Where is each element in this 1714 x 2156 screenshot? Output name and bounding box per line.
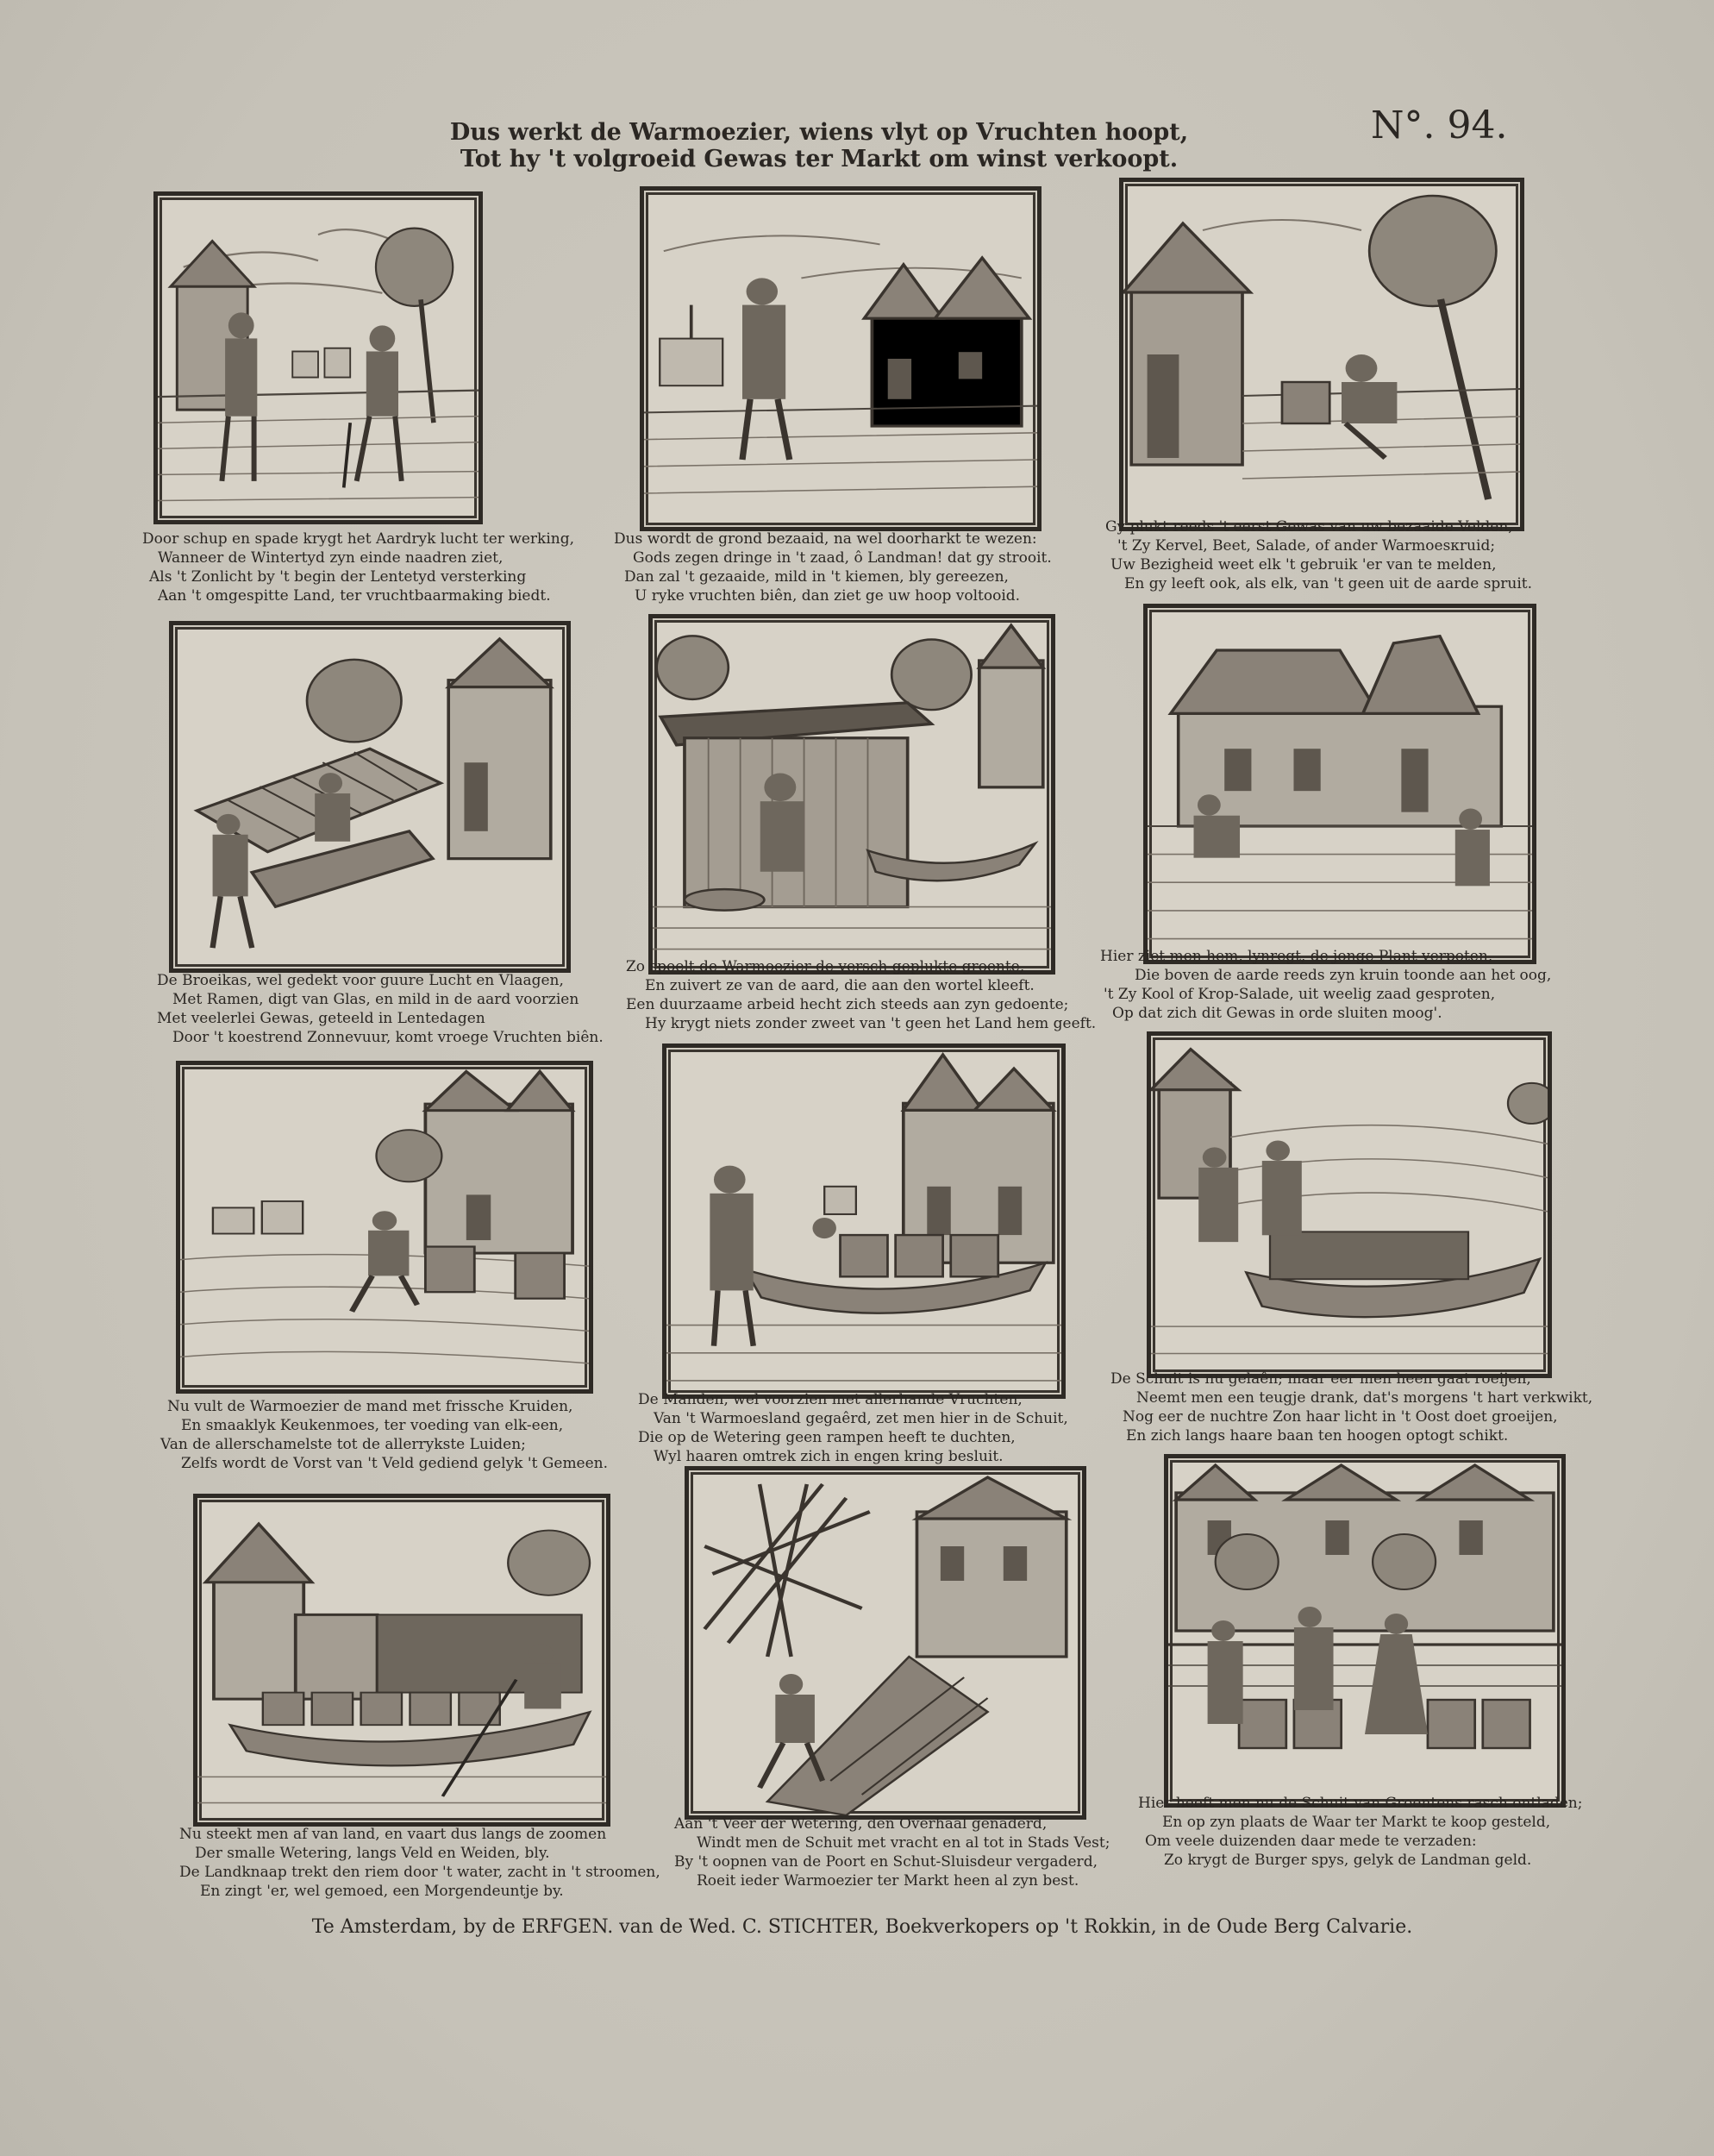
title-line-1: Dus werkt de Warmoezier, wiens vlyt op Vruchten hoopt, xyxy=(449,119,1189,146)
caption-4-line-1: De Broeikas, wel gedekt voor guure Lucht en Vlaagen, xyxy=(157,972,564,989)
woodcut-market xyxy=(1168,1458,1561,1803)
woodcut-panel-2 xyxy=(640,186,1042,531)
caption-3 xyxy=(1105,517,1532,593)
caption-4-line-3: Met veelerlei Gewas, geteeld in Lentedagen xyxy=(157,1010,485,1027)
imprint: Te Amsterdam, by de ERFGEN. van de Wed. C. STICHTER, Boekverkopers op 't Rokkin, in de Oude Berg Calvarie. xyxy=(311,1916,1413,1938)
caption-6-line-1: Hier ziet men hem, lynregt, de jonge Plant verpoten, xyxy=(1100,948,1493,965)
sheet-number: N°. 94. xyxy=(1371,103,1508,147)
caption-3-line-2: 't Zy Kervel, Beet, Salade, of ander Warmoesкruid; xyxy=(1117,537,1496,555)
caption-9-line-1: De Schuit is nu gelaên; maar eer men heen gaat roeijen, xyxy=(1110,1370,1531,1388)
woodcut-planting xyxy=(1148,608,1532,960)
caption-5-line-3: Een duurzaame arbeid hecht zich steeds aan zyn gedoente; xyxy=(626,996,1069,1013)
caption-6-line-2: Die boven de aarde reeds zyn kruin toonde aan het oog, xyxy=(1135,967,1552,984)
caption-3-line-4: En gy leeft ook, als elk, van 't geen uit de aarde spruit. xyxy=(1124,575,1533,592)
woodcut-picking xyxy=(1123,182,1520,527)
caption-4 xyxy=(157,971,604,1047)
caption-11-line-2: Windt men de Schuit met vracht en al tot in Stads Vest; xyxy=(697,1834,1110,1852)
caption-8-line-4: Wyl haaren omtrek zich in engen kring besluit. xyxy=(654,1448,1004,1465)
caption-2-line-2: Gods zegen dringe in 't zaad, ô Landman! dat gy strooit. xyxy=(633,549,1052,567)
caption-10 xyxy=(179,1825,660,1901)
woodcut-filling-basket xyxy=(180,1065,589,1389)
caption-5-line-4: Hy krygt niets zonder zweet van 't geen het Land hem geeft. xyxy=(645,1015,1097,1032)
caption-11-line-3: By 't oopnen van de Poort en Schut-Sluisdeur vergaderd, xyxy=(674,1853,1098,1871)
caption-10-line-4: En zingt 'er, wel gemoed, een Morgendeuntje by. xyxy=(200,1883,564,1900)
caption-10-line-1: Nu steekt men af van land, en vaart dus langs de zoomen xyxy=(179,1826,607,1843)
caption-11-line-4: Roeit ieder Warmoezier ter Markt heen al zyn best. xyxy=(697,1872,1079,1890)
caption-7 xyxy=(160,1397,608,1473)
woodcut-panel-7 xyxy=(176,1061,593,1394)
woodcut-panel-11 xyxy=(685,1466,1086,1820)
woodcut-laden-boat xyxy=(1151,1036,1548,1374)
woodcut-sowing xyxy=(644,191,1037,527)
woodcut-panel-9 xyxy=(1147,1031,1552,1378)
caption-8-line-1: De Manden, wel voorzien met allerhande Vruchten, xyxy=(638,1391,1023,1408)
caption-5 xyxy=(626,957,1096,1033)
caption-4-line-2: Met Ramen, digt van Glas, en mild in de aard voorzien xyxy=(172,991,579,1008)
caption-8 xyxy=(638,1390,1068,1466)
caption-6-line-3: 't Zy Kool of Krop-Salade, uit weelig zaad gesproten, xyxy=(1104,986,1496,1003)
caption-3-line-3: Uw Bezigheid weet elk 't gebruik 'er van te melden, xyxy=(1110,556,1497,573)
woodcut-panel-5 xyxy=(648,614,1055,975)
woodcut-panel-8 xyxy=(662,1044,1066,1399)
caption-1-line-1: Door schup en spade krygt het Aardryk lucht ter werking, xyxy=(142,530,575,548)
caption-5-line-1: Zo spoelt de Warmoezier de versch geplukte groente, xyxy=(626,958,1025,975)
caption-2-line-3: Dan zal 't gezaaide, mild in 't kiemen, bly gereezen, xyxy=(624,568,1009,586)
caption-7-line-2: En smaaklyk Keukenmoes, ter voeding van elk-een, xyxy=(181,1417,564,1434)
caption-1-line-3: Als 't Zonlicht by 't begin der Lentetyd versterking xyxy=(149,568,527,586)
woodcut-loading-boat xyxy=(666,1048,1061,1395)
caption-7-line-3: Van de allerschamelste tot de allerrykste Luiden; xyxy=(160,1436,526,1453)
caption-11-line-1: Aan 't Veer der Wetering, den Overhaal genaderd, xyxy=(674,1815,1048,1833)
woodcut-panel-3 xyxy=(1119,178,1524,531)
caption-6-line-4: Op dat zich dit Gewas in orde sluiten moog'. xyxy=(1112,1005,1442,1022)
woodcut-rowing xyxy=(197,1498,606,1822)
caption-4-line-4: Door 't koestrend Zonnevuur, komt vroege Vruchten biên. xyxy=(172,1029,604,1046)
caption-7-line-4: Zelfs wordt de Vorst van 't Veld gediend gelyk 't Gemeen. xyxy=(181,1455,609,1472)
woodcut-lock-winch xyxy=(689,1470,1082,1815)
caption-12-line-2: En op zyn plaats de Waar ter Markt te koop gesteld, xyxy=(1162,1814,1551,1831)
caption-1-line-4: Aan 't omgespitte Land, ter vruchtbaarmaking biedt. xyxy=(158,587,551,605)
woodcut-digging xyxy=(158,196,479,520)
caption-2-line-4: U ryke vruchten biên, dan ziet ge uw hoop voltooid. xyxy=(635,587,1021,605)
caption-10-line-2: Der smalle Wetering, langs Veld en Weiden, bly. xyxy=(195,1845,550,1862)
caption-9-line-4: En zich langs haare baan ten hoogen optogt schikt. xyxy=(1126,1427,1509,1445)
caption-11 xyxy=(674,1814,1110,1890)
caption-7-line-1: Nu vult de Warmoezier de mand met frissche Kruiden, xyxy=(167,1398,573,1415)
caption-8-line-2: Van 't Warmoesland gegaêrd, zet men hier in de Schuit, xyxy=(654,1410,1068,1427)
title-line-2: Tot hy 't volgroeid Gewas ter Markt om winst verkoopt. xyxy=(460,146,1179,172)
caption-12-line-4: Zo krygt de Burger spys, gelyk de Landman geld. xyxy=(1164,1852,1532,1869)
woodcut-panel-12 xyxy=(1164,1454,1566,1808)
caption-8-line-3: Die op de Wetering geen rampen heeft te duchten, xyxy=(638,1429,1016,1446)
caption-1-line-2: Wanneer de Wintertyd zyn einde naadren ziet, xyxy=(158,549,504,567)
print-title xyxy=(448,119,1190,172)
caption-12-line-3: Om veele duizenden daar mede te verzaden: xyxy=(1145,1833,1477,1850)
caption-1 xyxy=(142,530,574,605)
woodcut-panel-6 xyxy=(1143,604,1536,964)
caption-5-line-2: En zuivert ze van de aard, die aan den wortel kleeft. xyxy=(645,977,1035,994)
woodcut-panel-4 xyxy=(169,621,571,973)
caption-9-line-2: Neemt men een teugje drank, dat's morgens 't hart verkwikt, xyxy=(1136,1389,1593,1407)
caption-2 xyxy=(614,530,1052,605)
caption-9-line-3: Nog eer de nuchtre Zon haar licht in 't Oost doet groeijen, xyxy=(1123,1408,1558,1426)
caption-12-line-1: Hier heeft men nu de Schuit van Groentens rasch ontladen; xyxy=(1138,1795,1583,1812)
caption-9 xyxy=(1110,1369,1592,1445)
caption-10-line-3: De Landknaap trekt den riem door 't water, zacht in 't stroomen, xyxy=(179,1864,660,1881)
woodcut-washing xyxy=(653,618,1051,970)
caption-6 xyxy=(1100,947,1551,1023)
woodcut-panel-10 xyxy=(193,1494,610,1827)
caption-12 xyxy=(1138,1794,1582,1870)
caption-3-line-1: Gy plukt reeds 't eerst Gewas van uw bezaaide Velden, xyxy=(1105,518,1513,536)
caption-2-line-1: Dus wordt de grond bezaaid, na wel doorharkt te wezen: xyxy=(614,530,1037,548)
woodcut-hotbed xyxy=(173,625,566,968)
woodcut-panel-1 xyxy=(153,191,483,524)
